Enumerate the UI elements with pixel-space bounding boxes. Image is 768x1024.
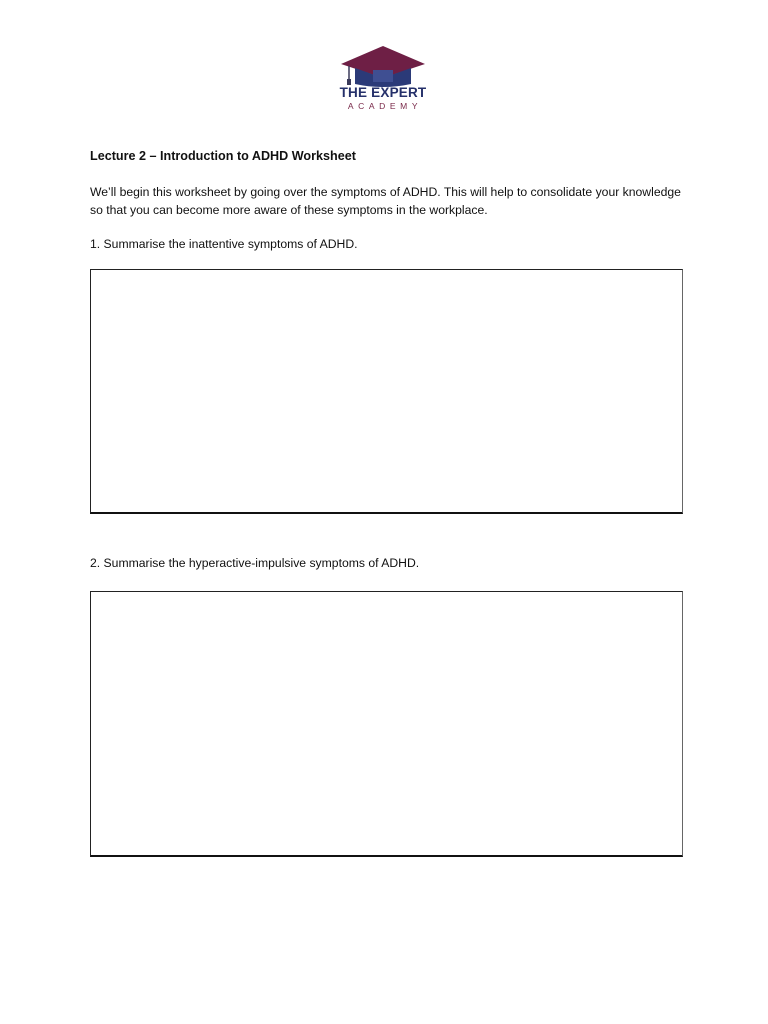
academy-logo — [335, 44, 431, 114]
question-2-label: 2. Summarise the hyperactive-impulsive symptoms of ADHD. — [90, 556, 420, 570]
answer-box-2[interactable] — [90, 591, 683, 857]
intro-paragraph: We’ll begin this worksheet by going over the symptoms of ADHD. This will help to consolidate your knowledge so that you can become more aware of these symptoms in the workplace. — [90, 185, 681, 217]
worksheet-title: Lecture 2 – Introduction to ADHD Worksheet — [90, 149, 356, 163]
question-1-label: 1. Summarise the inattentive symptoms of ADHD. — [90, 237, 358, 251]
answer-box-1[interactable] — [90, 269, 683, 514]
logo-text-secondary: ACADEMY — [347, 101, 423, 111]
logo-text-primary: THE EXPERT — [339, 85, 427, 100]
graduation-cap-icon — [339, 44, 427, 88]
